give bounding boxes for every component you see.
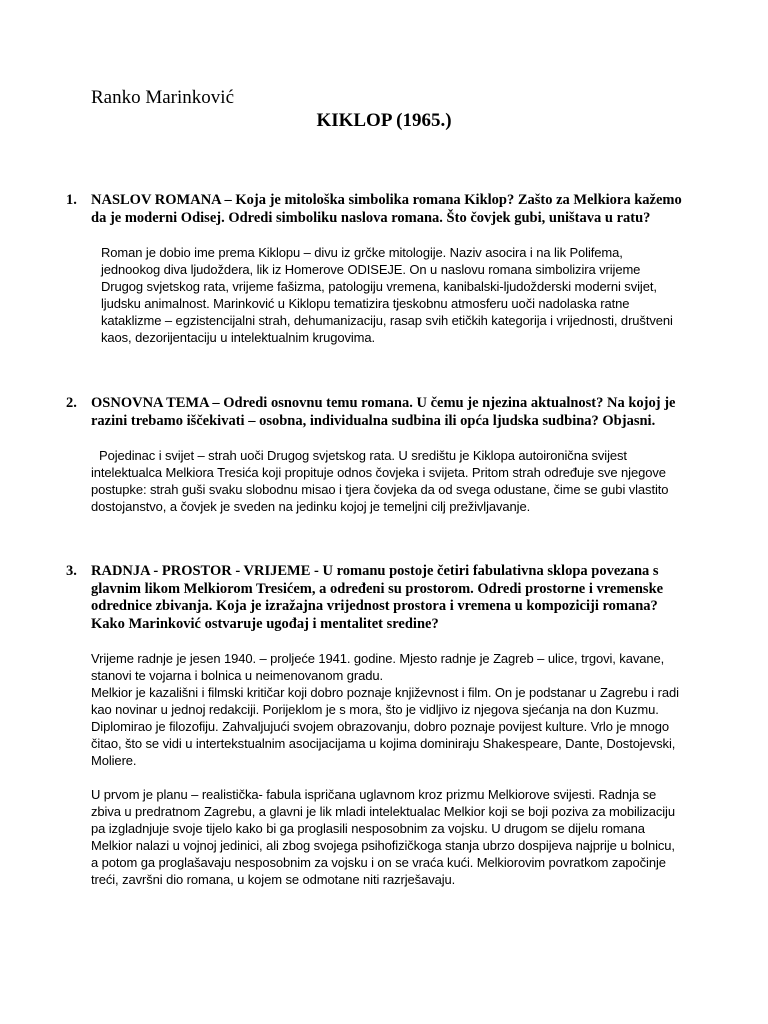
answer-1 xyxy=(101,244,683,346)
answer-2 xyxy=(91,447,681,515)
question-1 xyxy=(66,192,686,227)
question-number: 3. xyxy=(66,563,77,579)
question-number: 2. xyxy=(66,395,77,411)
question-text: NASLOV ROMANA – Koja je mitološka simbolika romana Kiklop? Zašto za Melkiora kažemo da je moderni Odisej. Odredi simboliku naslova romana. Što čovjek gubi, uništava u ratu? xyxy=(91,192,682,226)
answer-paragraph: Roman je dobio ime prema Kiklopu – divu iz grčke mitologije. Naziv asocira i na lik Polifema, jednookog diva ljudoždera, lik iz Homerove ODISEJE. On u naslovu romana simbolizira vrijeme Drugog svjetskog rata, vrijeme fašizma, patologiju vremena, kanibalski-ljudožderski moderni svijet, ljudsku animalnost. Marinković u Kiklopu tematizira tjeskobnu atmosferu uoči nadolaska ratne kataklizme – egzistencijalni strah, dehumanizaciju, rasap svih etičkih kategorija i vrijednosti, društveni kaos, dezorijentaciju u intelektualnim krugovima. xyxy=(101,245,673,345)
question-text: OSNOVNA TEMA – Odredi osnovnu temu romana. U čemu je njezina aktualnost? Na kojoj je razini trebamo iščekivati – osobna, individualna sudbina ili opća ljudska sudbina? Objasni. xyxy=(91,395,676,429)
paragraph-gap xyxy=(91,769,683,786)
document-title xyxy=(0,109,768,133)
title-text: KIKLOP (1965.) xyxy=(316,110,452,131)
section-3 xyxy=(66,563,686,888)
section-2 xyxy=(66,395,686,515)
question-2 xyxy=(66,395,686,430)
question-number: 1. xyxy=(66,192,77,208)
answer-paragraph-2: Melkior je kazališni i filmski kritičar koji dobro poznaje književnost i film. On je podstanar u Zagrebu i radi kao novinar u jednoj redakciji. Porijeklom je s mora, što je vidljivo iz njegova sjećanja na don Kuzmu. Diplomirao je filozofiju. Zahvaljujući svojem obrazovanju, dobro poznaje povijest kulture. Vrlo je mnogo čitao, što se vidi u intertekstualnim asocijacijama u kojima dominiraju Shakespeare, Dante, Dostojevski, Moliere. xyxy=(91,685,679,768)
question-3 xyxy=(66,563,686,633)
answer-paragraph-1: Vrijeme radnje je jesen 1940. – proljeće 1941. godine. Mjesto radnje je Zagreb – ulice, trgovi, kavane, stanovi te vojarna i bolnica u neimenovanom gradu. xyxy=(91,651,665,683)
question-text: RADNJA - PROSTOR - VRIJEME - U romanu postoje četiri fabulativna sklopa povezana s glavnim likom Melkiorom Tresićem, a određeni su prostorom. Odredi prostorne i vremenske odrednice zbivanja. Koja je izražajna vrijednost prostora i vremena u kompoziciji romana? Kako Marinković ostvaruje ugođaj i mentalitet sredine? xyxy=(91,563,664,632)
answer-paragraph: Pojedinac i svijet – strah uoči Drugog svjetskog rata. U središtu je Kiklopa autoironična svijest intelektualca Melkiora Tresića koji propituje odnos čovjeka i svijeta. Pritom strah određuje sve njegove postupke: strah guši svaku slobodnu misao i tjera čovjeka da od svega odustane, čime se gubi vlastito dostojanstvo, a čovjek je sveden na jedinku kojoj je temeljni cilj preživljavanje. xyxy=(91,448,669,514)
section-1 xyxy=(66,192,686,346)
answer-paragraph-3: U prvom je planu – realistička- fabula ispričana uglavnom kroz prizmu Melkiorove svijesti. Radnja se zbiva u predratnom Zagrebu, a glavni je lik mladi intelektualac Melkior koji se boji poziva za mobilizaciju pa izgladnjuje svoje tijelo kako bi ga proglasili nesposobnim za vojsku. U drugom se dijelu romana Melkior nalazi u vojnoj jedinici, ali zbog svojega psihofizičkoga stanja ubrzo dospijeva najprije u bolnicu, a potom ga proglašavaju nesposobnim za vojsku i on se vraća kući. Melkiorovim povratkom započinje treći, završni dio romana, u kojem se odmotane niti razrješavaju. xyxy=(91,787,675,887)
answer-3 xyxy=(91,650,683,888)
author-name: Ranko Marinković xyxy=(91,87,235,108)
